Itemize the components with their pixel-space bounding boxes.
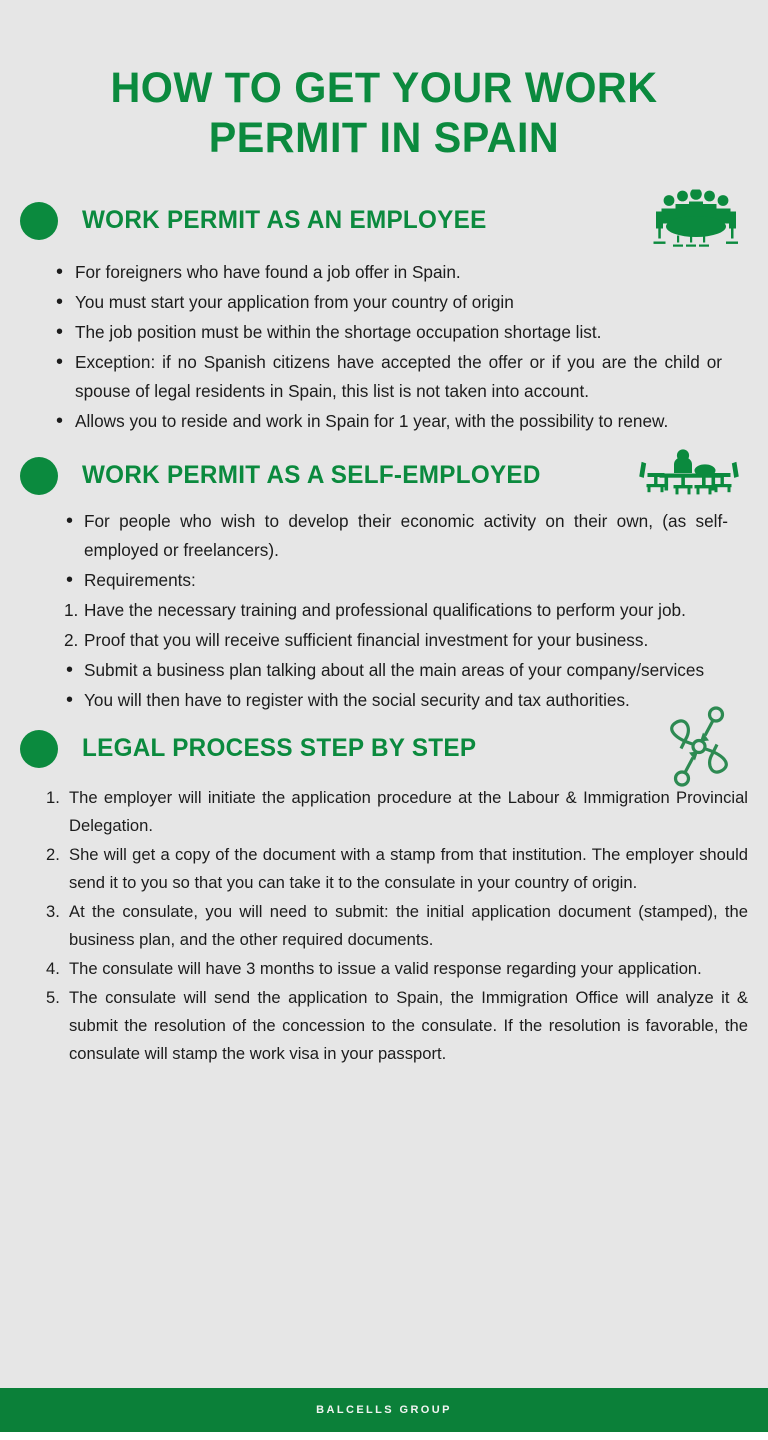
- employee-bullet-list: [0, 244, 768, 437]
- bottom-white-strip: [0, 1432, 768, 1440]
- list-item: [62, 507, 728, 565]
- list-marker: •: [56, 260, 64, 283]
- section-header-employee: [0, 198, 768, 244]
- list-item-text: Proof that you will receive sufficient financial investment for your business.: [84, 629, 649, 650]
- list-marker: 2.: [64, 629, 79, 650]
- section-bullet-dot: [20, 457, 58, 495]
- list-item-text: The job position must be within the shortage occupation shortage list.: [75, 321, 602, 342]
- list-marker: •: [56, 409, 64, 432]
- list-item: [46, 898, 748, 954]
- list-item: [52, 258, 722, 287]
- list-marker: •: [56, 320, 64, 343]
- list-item-text: Have the necessary training and professional qualifications to perform your job.: [84, 599, 686, 620]
- section-heading-label: LEGAL PROCESS STEP BY STEP: [82, 734, 477, 763]
- list-marker: 1.: [46, 787, 60, 807]
- brand-label: BALCELLS GROUP: [316, 1404, 452, 1416]
- list-item-text: At the consulate, you will need to submit: the initial application document (stamped), the business plan, and the other required documents.: [69, 901, 748, 949]
- section-heading-label: WORK PERMIT AS AN EMPLOYEE: [82, 206, 487, 235]
- list-item: [62, 596, 728, 625]
- list-item-text: Allows you to reside and work in Spain for 1 year, with the possibility to renew.: [75, 410, 669, 431]
- list-item: [52, 348, 722, 406]
- list-item-text: The employer will initiate the application procedure at the Labour & Immigration Provincial Delegation.: [69, 787, 748, 835]
- section-heading-label: WORK PERMIT AS A SELF-EMPLOYED: [82, 461, 541, 490]
- self-employed-list: [0, 499, 768, 716]
- list-item: [62, 566, 728, 595]
- list-item: [52, 318, 722, 347]
- list-item-text: For foreigners who have found a job offer in Spain.: [75, 261, 461, 282]
- list-item-text: The consulate will send the application to Spain, the Immigration Office will analyze it & submit the resolution of the concession to the consulate. If the resolution is favorable, the consulate will stamp the work visa in your passport.: [69, 987, 748, 1063]
- list-item: [52, 407, 722, 436]
- list-item-text: Submit a business plan talking about all the main areas of your company/services: [84, 659, 705, 680]
- list-item-text: She will get a copy of the document with a stamp from that institution. The employer should send it to you so that you can take it to the consulate in your country of origin.: [69, 844, 748, 892]
- list-item-text: The consulate will have 3 months to issue a valid response regarding your application.: [69, 958, 702, 978]
- footer-bar: [0, 1388, 768, 1432]
- list-marker: 2.: [46, 844, 60, 864]
- list-item: [46, 784, 748, 840]
- list-item: [62, 656, 728, 685]
- section-header-self-employed: [0, 453, 768, 499]
- list-marker: 3.: [46, 901, 60, 921]
- list-item-text: Requirements:: [84, 569, 196, 590]
- list-item: [46, 955, 748, 983]
- list-marker: •: [66, 568, 74, 591]
- list-item: [62, 626, 728, 655]
- section-gap: [0, 716, 768, 726]
- list-marker: •: [66, 509, 74, 532]
- list-marker: •: [56, 290, 64, 313]
- list-item: [52, 288, 722, 317]
- section-bullet-dot: [20, 730, 58, 768]
- list-item-text: For people who wish to develop their economic activity on their own, (as self-employed or freelancers).: [84, 510, 728, 560]
- legal-process-steps: [0, 772, 768, 1069]
- process-flow-arrows-icon: [656, 704, 742, 793]
- bottom-spacer: [0, 1069, 768, 1388]
- list-marker: 5.: [46, 987, 60, 1007]
- section-header-legal-process: [0, 726, 768, 772]
- list-marker: •: [66, 688, 74, 711]
- list-item: [46, 984, 748, 1068]
- list-item-text: You will then have to register with the social security and tax authorities.: [84, 689, 630, 710]
- office-desk-interview-icon: [636, 448, 742, 503]
- list-item: [62, 686, 728, 715]
- list-item: [46, 841, 748, 897]
- list-marker: 4.: [46, 958, 60, 978]
- section-bullet-dot: [20, 202, 58, 240]
- list-marker: 1.: [64, 599, 79, 620]
- meeting-table-people-icon: [646, 189, 742, 252]
- list-item-text: You must start your application from your country of origin: [75, 291, 514, 312]
- page-title: HOW TO GET YOUR WORK PERMIT IN SPAIN: [110, 63, 658, 162]
- list-marker: •: [66, 658, 74, 681]
- list-item-text: Exception: if no Spanish citizens have accepted the offer or if you are the child or spouse of legal residents in Spain, this list is not taken into account.: [75, 351, 722, 401]
- list-marker: •: [56, 350, 64, 373]
